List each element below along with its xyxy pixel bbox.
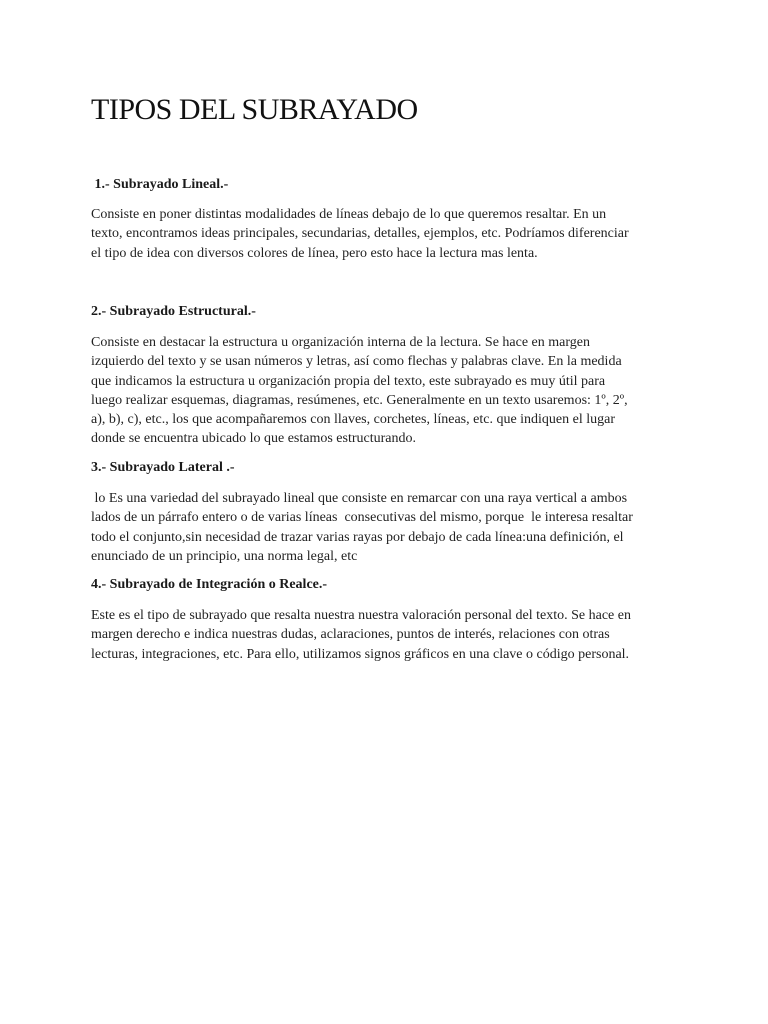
paragraph-line: texto, encontramos ideas principales, secundarias, detalles, ejemplos, etc. Podríamos diferenciar (91, 226, 629, 242)
paragraph-line: lados de un párrafo entero o de varias líneas consecutivas del mismo, porque le interesa resaltar (91, 510, 633, 526)
section-paragraph-estructural (91, 333, 681, 449)
paragraph-line: Este es el tipo de subrayado que resalta nuestra nuestra valoración personal del texto. Se hace en (91, 608, 631, 623)
paragraph-line: a), b), c), etc., los que acompañaremos con llaves, corchetes, líneas, etc. que indiquen el lugar (91, 412, 616, 428)
paragraph-line: lo Es una variedad del subrayado lineal que consiste en remarcar con una raya vertical a ambos (91, 491, 628, 506)
section-heading-lineal: 1.- Subrayado Lineal.- (91, 177, 229, 192)
paragraph-line: lecturas, integraciones, etc. Para ello, utilizamos signos gráficos en una clave o código personal. (91, 646, 630, 662)
section-paragraph-integracion (91, 606, 681, 664)
page-title: TIPOS DEL SUBRAYADO (91, 93, 418, 126)
paragraph-line: todo el conjunto,sin necesidad de trazar varias rayas por debajo de cada línea:una definición, el (91, 529, 624, 545)
paragraph-line: Consiste en poner distintas modalidades de líneas debajo de lo que queremos resaltar. En un (91, 207, 607, 222)
section-heading-estructural: 2.- Subrayado Estructural.- (91, 304, 256, 319)
paragraph-line: luego realizar esquemas, diagramas, resúmenes, etc. Generalmente en un texto usaremos: 1º, 2º, (91, 392, 628, 408)
paragraph-line: margen derecho e indica nuestras dudas, aclaraciones, puntos de interés, relaciones con otras (91, 627, 610, 643)
section-paragraph-lateral (91, 489, 681, 566)
paragraph-line: Consiste en destacar la estructura u organización interna de la lectura. Se hace en margen (91, 335, 590, 350)
paragraph-line: enunciado de un principio, una norma legal, etc (91, 548, 358, 564)
paragraph-line: donde se encuentra ubicado lo que estamos estructurando. (91, 431, 417, 447)
paragraph-line: izquierdo del texto y se usan números y letras, así como flechas y palabras clave. En la medida (91, 354, 622, 370)
section-heading-lateral: 3.- Subrayado Lateral .- (91, 460, 235, 475)
section-heading-integracion: 4.- Subrayado de Integración o Realce.- (91, 577, 328, 592)
paragraph-line: que indicamos la estructura u organización propia del texto, este subrayado es muy útil para (91, 373, 606, 389)
section-paragraph-lineal (91, 205, 681, 263)
paragraph-line: el tipo de idea con diversos colores de línea, pero esto hace la lectura mas lenta. (91, 245, 538, 261)
